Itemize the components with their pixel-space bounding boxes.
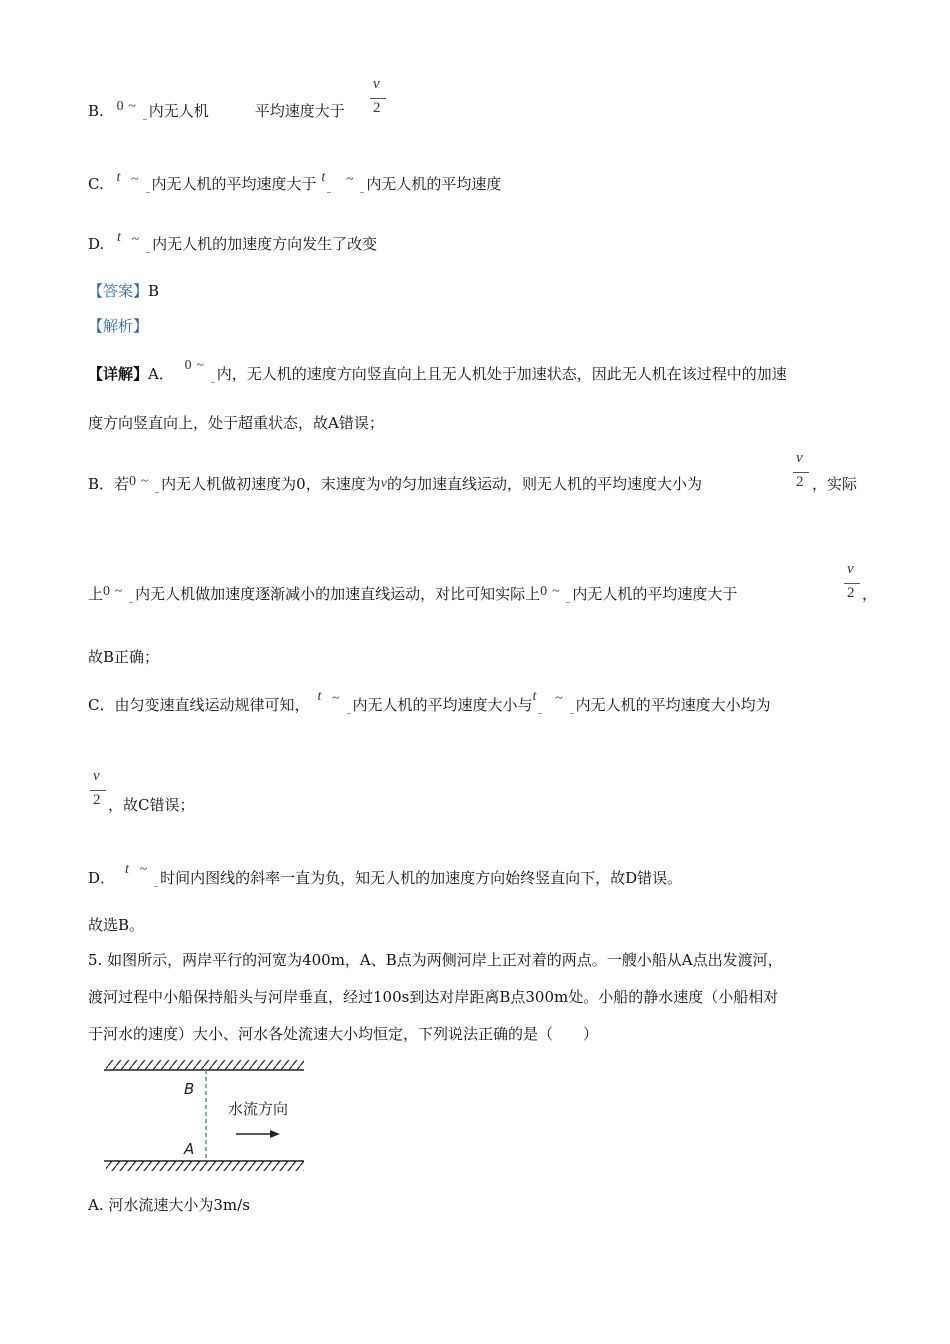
option-c: C. t ~ 内无人机的平均速度大于 t ~ 内无人机的平均速度 [88, 170, 502, 193]
q5-line3: 于河水的速度）大小、河水各处流速大小均恒定，下列说法正确的是（ ） [88, 1025, 599, 1043]
detail-b-line3: 故B正确； [88, 648, 160, 666]
option-c-label: C. [88, 175, 104, 193]
option-b-text1: 内无人机 [148, 102, 209, 120]
detail-tag: 【详解】 [88, 365, 149, 383]
math-zero: 0 [116, 99, 124, 114]
option-c-text2: 内无人机的平均速度 [366, 175, 502, 193]
option-c-text1: 内无人机的平均速度大于 [151, 175, 317, 193]
point-b-label: B [184, 1080, 195, 1098]
q5-line1: 5. 如图所示，两岸平行的河宽为400m，A、B点为两侧河岸上正对着的两点。一艘小船从A点出发渡河， [88, 951, 783, 969]
detail-d-line1: D． t ~ 时间内图线的斜率一直为负，知无人机的加速度方向始终竖直向下，故D错误。 [88, 862, 683, 887]
detail-b-line1: B．若0 ~ 内无人机做初速度为0，末速度为v的匀加速直线运动，则无人机的平均速度大小为 [88, 474, 702, 493]
option-b-label: B. [88, 102, 104, 120]
option-d-label: D. [88, 235, 105, 253]
option-b-text2: 平均速度大于 [254, 102, 345, 120]
answer [88, 281, 159, 301]
flow-arrow-icon [270, 1130, 280, 1138]
point-a-label: A [184, 1140, 195, 1158]
detail-b-line2: 上0 ~ 内无人机做加速度逐渐减小的加速直线运动，对比可知实际上0 ~ 内无人机的平均速度大于 [88, 584, 738, 603]
q5-line2: 渡河过程中小船保持船头与河岸垂直，经过100s到达对岸距离B点300m处。小船的静水速度（小船相对 [88, 988, 779, 1006]
math-tilde: ~ [128, 99, 136, 114]
option-d: D. t ~ 内无人机的加速度方向发生了改变 [88, 230, 378, 253]
bottom-bank-hatch [106, 1161, 304, 1171]
q5-option-a: A. 河水流速大小为3m/s [88, 1196, 250, 1214]
detail-a-line1: 【详解】A． 0 ~ 内，无人机的速度方向竖直向上且无人机处于加速状态，因此无人机在该过程中的加速 [88, 358, 787, 383]
option-b [88, 101, 345, 123]
option-d-text1: 内无人机的加速度方向发生了改变 [152, 235, 378, 253]
top-bank-hatch [106, 1060, 304, 1070]
river-figure [100, 1056, 310, 1176]
answer-tag: 【答案】 [88, 282, 149, 300]
flow-direction-label: 水流方向 [228, 1100, 289, 1118]
detail-c-line1: C．由匀变速直线运动规律可知， t ~ 内无人机的平均速度大小与t ~ 内无人机的平均速度大小均为 [88, 689, 771, 714]
fraction-v-over-2: v 2 [370, 76, 386, 122]
conclusion: 故选B。 [88, 916, 145, 934]
answer-value: B [148, 282, 160, 300]
detail-a-line2: 度方向竖直向上，处于超重状态，故A错误； [88, 414, 384, 432]
analysis-heading: 【解析】 [88, 317, 149, 335]
